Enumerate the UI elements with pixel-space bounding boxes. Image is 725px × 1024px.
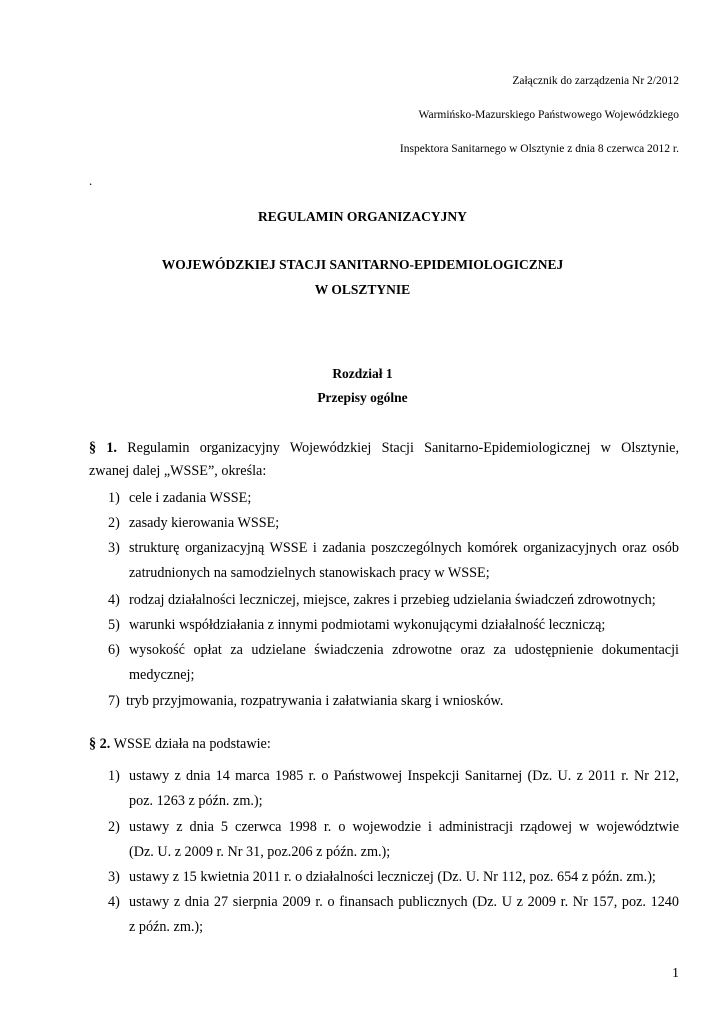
list-item-text-continued: (Dz. U. z 2009 r. Nr 31, poz.206 z późn. zm.); (129, 844, 391, 860)
list-item-number: 1) (108, 490, 120, 506)
list-item-text: warunki współdziałania z innymi podmiotami wykonującymi działalność leczniczą; (129, 617, 606, 633)
header-line-3: Inspektora Sanitarnego w Olsztynie z dnia 8 czerwca 2012 r. (399, 143, 679, 155)
list-item-text-continued: z późn. zm.); (129, 919, 204, 935)
list-item-text: ustawy z dnia 5 czerwca 1998 r. o wojewodzie i administracji rządowej w województwie (129, 819, 679, 835)
section-1-mark: § 1. (89, 440, 117, 456)
list-item-number: 6) (108, 642, 120, 658)
list-item-text-continued: poz. 1263 z późn. zm.); (129, 793, 263, 809)
section-2-mark: § 2. (89, 736, 111, 752)
list-item (89, 487, 679, 510)
list-item (89, 765, 679, 813)
list-item-text: strukturę organizacyjną WSSE i zadania poszczególnych komórek organizacyjnych oraz osób (129, 540, 679, 556)
document-title: REGULAMIN ORGANIZACYJNY (258, 209, 467, 224)
list-item (89, 690, 679, 713)
list-item (89, 512, 679, 535)
list-item-text: zasady kierowania WSSE; (129, 515, 280, 531)
list-item-text: cele i zadania WSSE; (129, 490, 252, 506)
list-item-text-continued: zatrudnionych na samodzielnych stanowiskach pracy w WSSE; (129, 565, 490, 581)
stray-dot: . (89, 173, 93, 188)
list-item-number: 5) (108, 617, 120, 633)
list-item-number: 2) (108, 515, 120, 531)
list-item (89, 589, 679, 612)
section-1-line-1 (89, 437, 679, 460)
section-2-text: WSSE działa na podstawie: (113, 736, 271, 752)
list-item (89, 891, 679, 939)
list-item (89, 614, 679, 637)
page-number: 1 (672, 966, 679, 981)
list-item-text: ustawy z 15 kwietnia 2011 r. o działalności leczniczej (Dz. U. Nr 112, poz. 654 z późn. zm.); (129, 869, 656, 885)
list-item-number: 1) (108, 768, 120, 784)
list-item-text: tryb przyjmowania, rozpatrywania i załatwiania skarg i wniosków. (126, 693, 504, 709)
list-item-number: 4) (108, 592, 120, 608)
list-item-text: wysokość opłat za udzielane świadczenia zdrowotne oraz za udostępnienie dokumentacji (129, 642, 679, 658)
document-city: W OLSZTYNIE (314, 282, 411, 297)
list-item-text: ustawy z dnia 27 sierpnia 2009 r. o finansach publicznych (Dz. U z 2009 r. Nr 157, poz. 1240 (129, 894, 679, 910)
list-item (89, 816, 679, 864)
list-item-text: ustawy z dnia 14 marca 1985 r. o Państwowej Inspekcji Sanitarnej (Dz. U. z 2011 r. Nr 212, (129, 768, 679, 784)
header-line-1: Załącznik do zarządzenia Nr 2/2012 (512, 75, 679, 87)
list-item-number: 3) (108, 540, 120, 556)
list-item (89, 866, 679, 889)
list-item-number: 7) (108, 693, 120, 709)
list-item-text-continued: medycznej; (129, 667, 195, 683)
list-item (89, 537, 679, 585)
header-line-2: Warmińsko-Mazurskiego Państwowego Wojewódzkiego (418, 109, 679, 121)
list-item-number: 4) (108, 894, 120, 910)
list-item (89, 639, 679, 687)
section-1-text: Regulamin organizacyjny Wojewódzkiej Stacji Sanitarno-Epidemiologicznej w Olsztynie, (127, 440, 680, 456)
chapter-number: Rozdział 1 (332, 366, 393, 381)
list-item-text: rodzaj działalności leczniczej, miejsce, zakres i przebieg udzielania świadczeń zdrowotnych; (129, 592, 656, 608)
section-1-line-2: zwanej dalej „WSSE”, określa: (89, 463, 267, 479)
document-subtitle: WOJEWÓDZKIEJ STACJI SANITARNO-EPIDEMIOLOGICZNEJ (161, 257, 564, 272)
chapter-name: Przepisy ogólne (317, 390, 408, 405)
list-item-number: 3) (108, 869, 120, 885)
section-2-intro (89, 736, 271, 753)
list-item-number: 2) (108, 819, 120, 835)
